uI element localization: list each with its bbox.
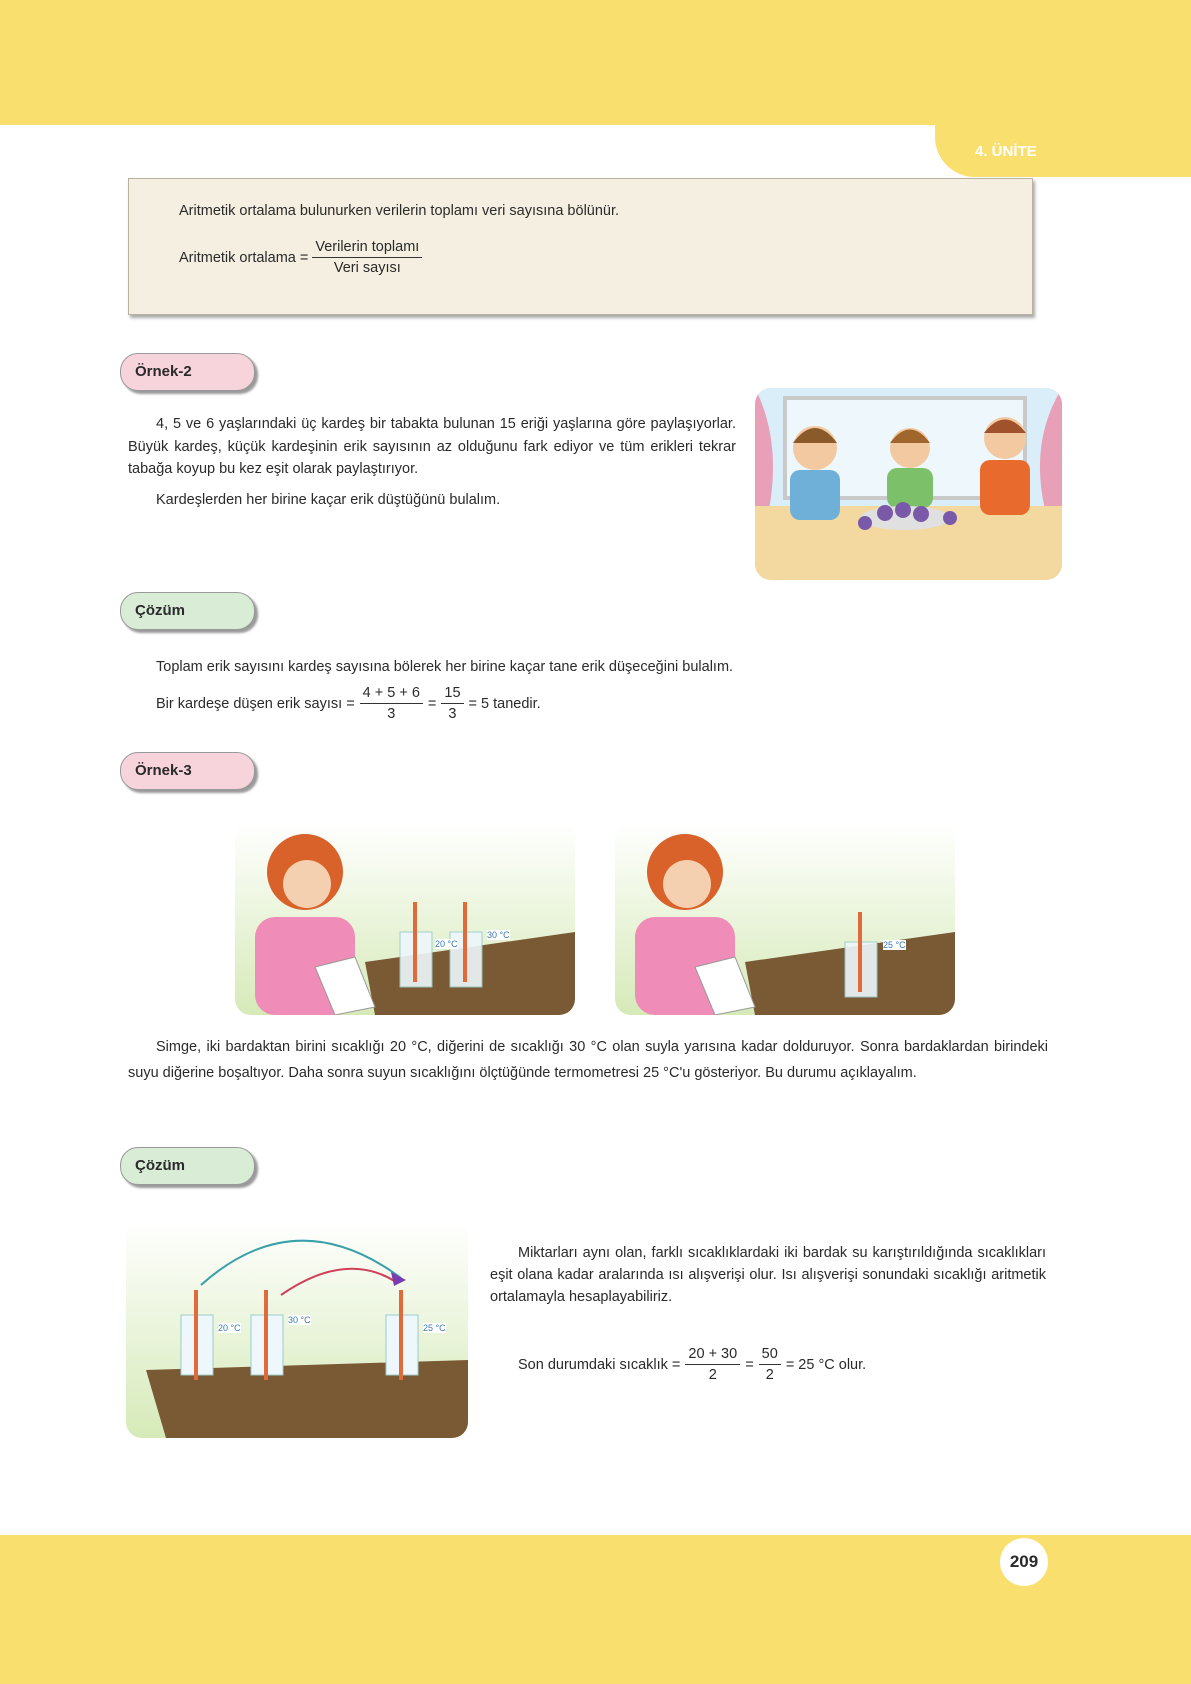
top-band [0,0,1191,125]
solution-3-text [490,1242,1046,1308]
rule-statement: Aritmetik ortalama bulunurken verilerin toplamı veri sayısına bölünür. [179,203,620,219]
example-2-text [128,413,736,511]
thermometer-label-30: 30 °C [288,1315,311,1325]
header-curve [0,125,940,185]
thermometer-label-25: 25 °C [423,1323,446,1333]
unit-tab: 4. ÜNİTE [935,125,1191,177]
equation-lhs: Bir kardeşe düşen erik sayısı = [156,695,355,712]
equals-sign: = [745,1356,754,1373]
fraction-denominator: Veri sayısı [333,260,401,276]
example-3-text [128,1034,1048,1086]
fraction [685,1346,740,1383]
example-3-label: Örnek-3 [120,752,255,790]
fraction-numerator: 50 [759,1346,781,1365]
fraction [759,1346,781,1383]
fraction-denominator: 2 [765,1367,774,1383]
formula-lhs: Aritmetik ortalama = [179,249,309,266]
fraction-numerator: Verilerin toplamı [312,239,422,258]
children-sharing-plums-illustration [755,388,1062,580]
equation-lhs: Son durumdaki sıcaklık = [518,1356,681,1373]
fraction-denominator: 2 [708,1367,717,1383]
formula-fraction [312,239,422,276]
solution-3-label: Çözüm [120,1147,255,1185]
rule-formula [179,239,422,276]
equation-result: = 5 tanedir. [468,695,541,712]
thermometer-label-20: 20 °C [435,939,458,949]
example-2-question: Kardeşlerden her birine kaçar erik düştüğünü bulalım. [156,491,501,508]
solution-2-label: Çözüm [120,592,255,630]
solution-2-equation [156,685,541,722]
fraction-numerator: 4 + 5 + 6 [360,685,423,704]
example-2-paragraph: 4, 5 ve 6 yaşlarındaki üç kardeş bir tabakta bulunan 15 eriği yaşlarına göre paylaşıyorlar. Büyük kardeş, küçük kardeşinin erik sayısının az olduğunu fark ediyor ve tüm erikleri tekrar tabağa koyup bu kez eşit olarak paylaştırıyor. [128,416,736,477]
girl-one-glass-illustration [615,822,955,1015]
solution-2-text: Toplam erik sayısını kardeş sayısına bölerek her birine kaçar tane erik düşeceğini bulalım. [156,659,734,675]
rule-box [128,178,1033,315]
thermometer-label-30: 30 °C [487,930,510,940]
thermometer-label-25: 25 °C [883,940,906,950]
girl-two-glasses-illustration [235,822,575,1015]
example-2-label: Örnek-2 [120,353,255,391]
page-number: 209 [1000,1538,1048,1586]
fraction [360,685,423,722]
mixing-glasses-illustration [126,1220,468,1438]
fraction-denominator: 3 [448,706,457,722]
equation-result: = 25 °C olur. [785,1356,867,1373]
fraction-denominator: 3 [387,706,396,722]
equals-sign: = [427,695,437,712]
fraction-numerator: 20 + 30 [685,1346,740,1365]
solution-3-equation [518,1346,866,1383]
solution-3-paragraph: Miktarları aynı olan, farklı sıcaklıklardaki iki bardak su karıştırıldığında sıcaklıkları eşit olana kadar aralarında ısı alışverişi olur. Isı alışverişi sonundaki sıcaklığı aritmetik ortalamayla hesaplayabiliriz. [490,1245,1046,1305]
fraction [441,685,463,722]
fraction-numerator: 15 [441,685,463,704]
example-3-paragraph: Simge, iki bardaktan birini sıcaklığı 20 °C, diğerini de sıcaklığı 30 °C olan suyla yarısına kadar dolduruyor. Sonra bardaklardan birindeki suyu diğerine boşaltıyor. Daha sonra suyun sıcaklığını ölçtüğünde termometresi 25 °C'u gösteriyor. Bu durumu açıklayalım. [128,1039,1048,1081]
thermometer-label-20: 20 °C [218,1323,241,1333]
